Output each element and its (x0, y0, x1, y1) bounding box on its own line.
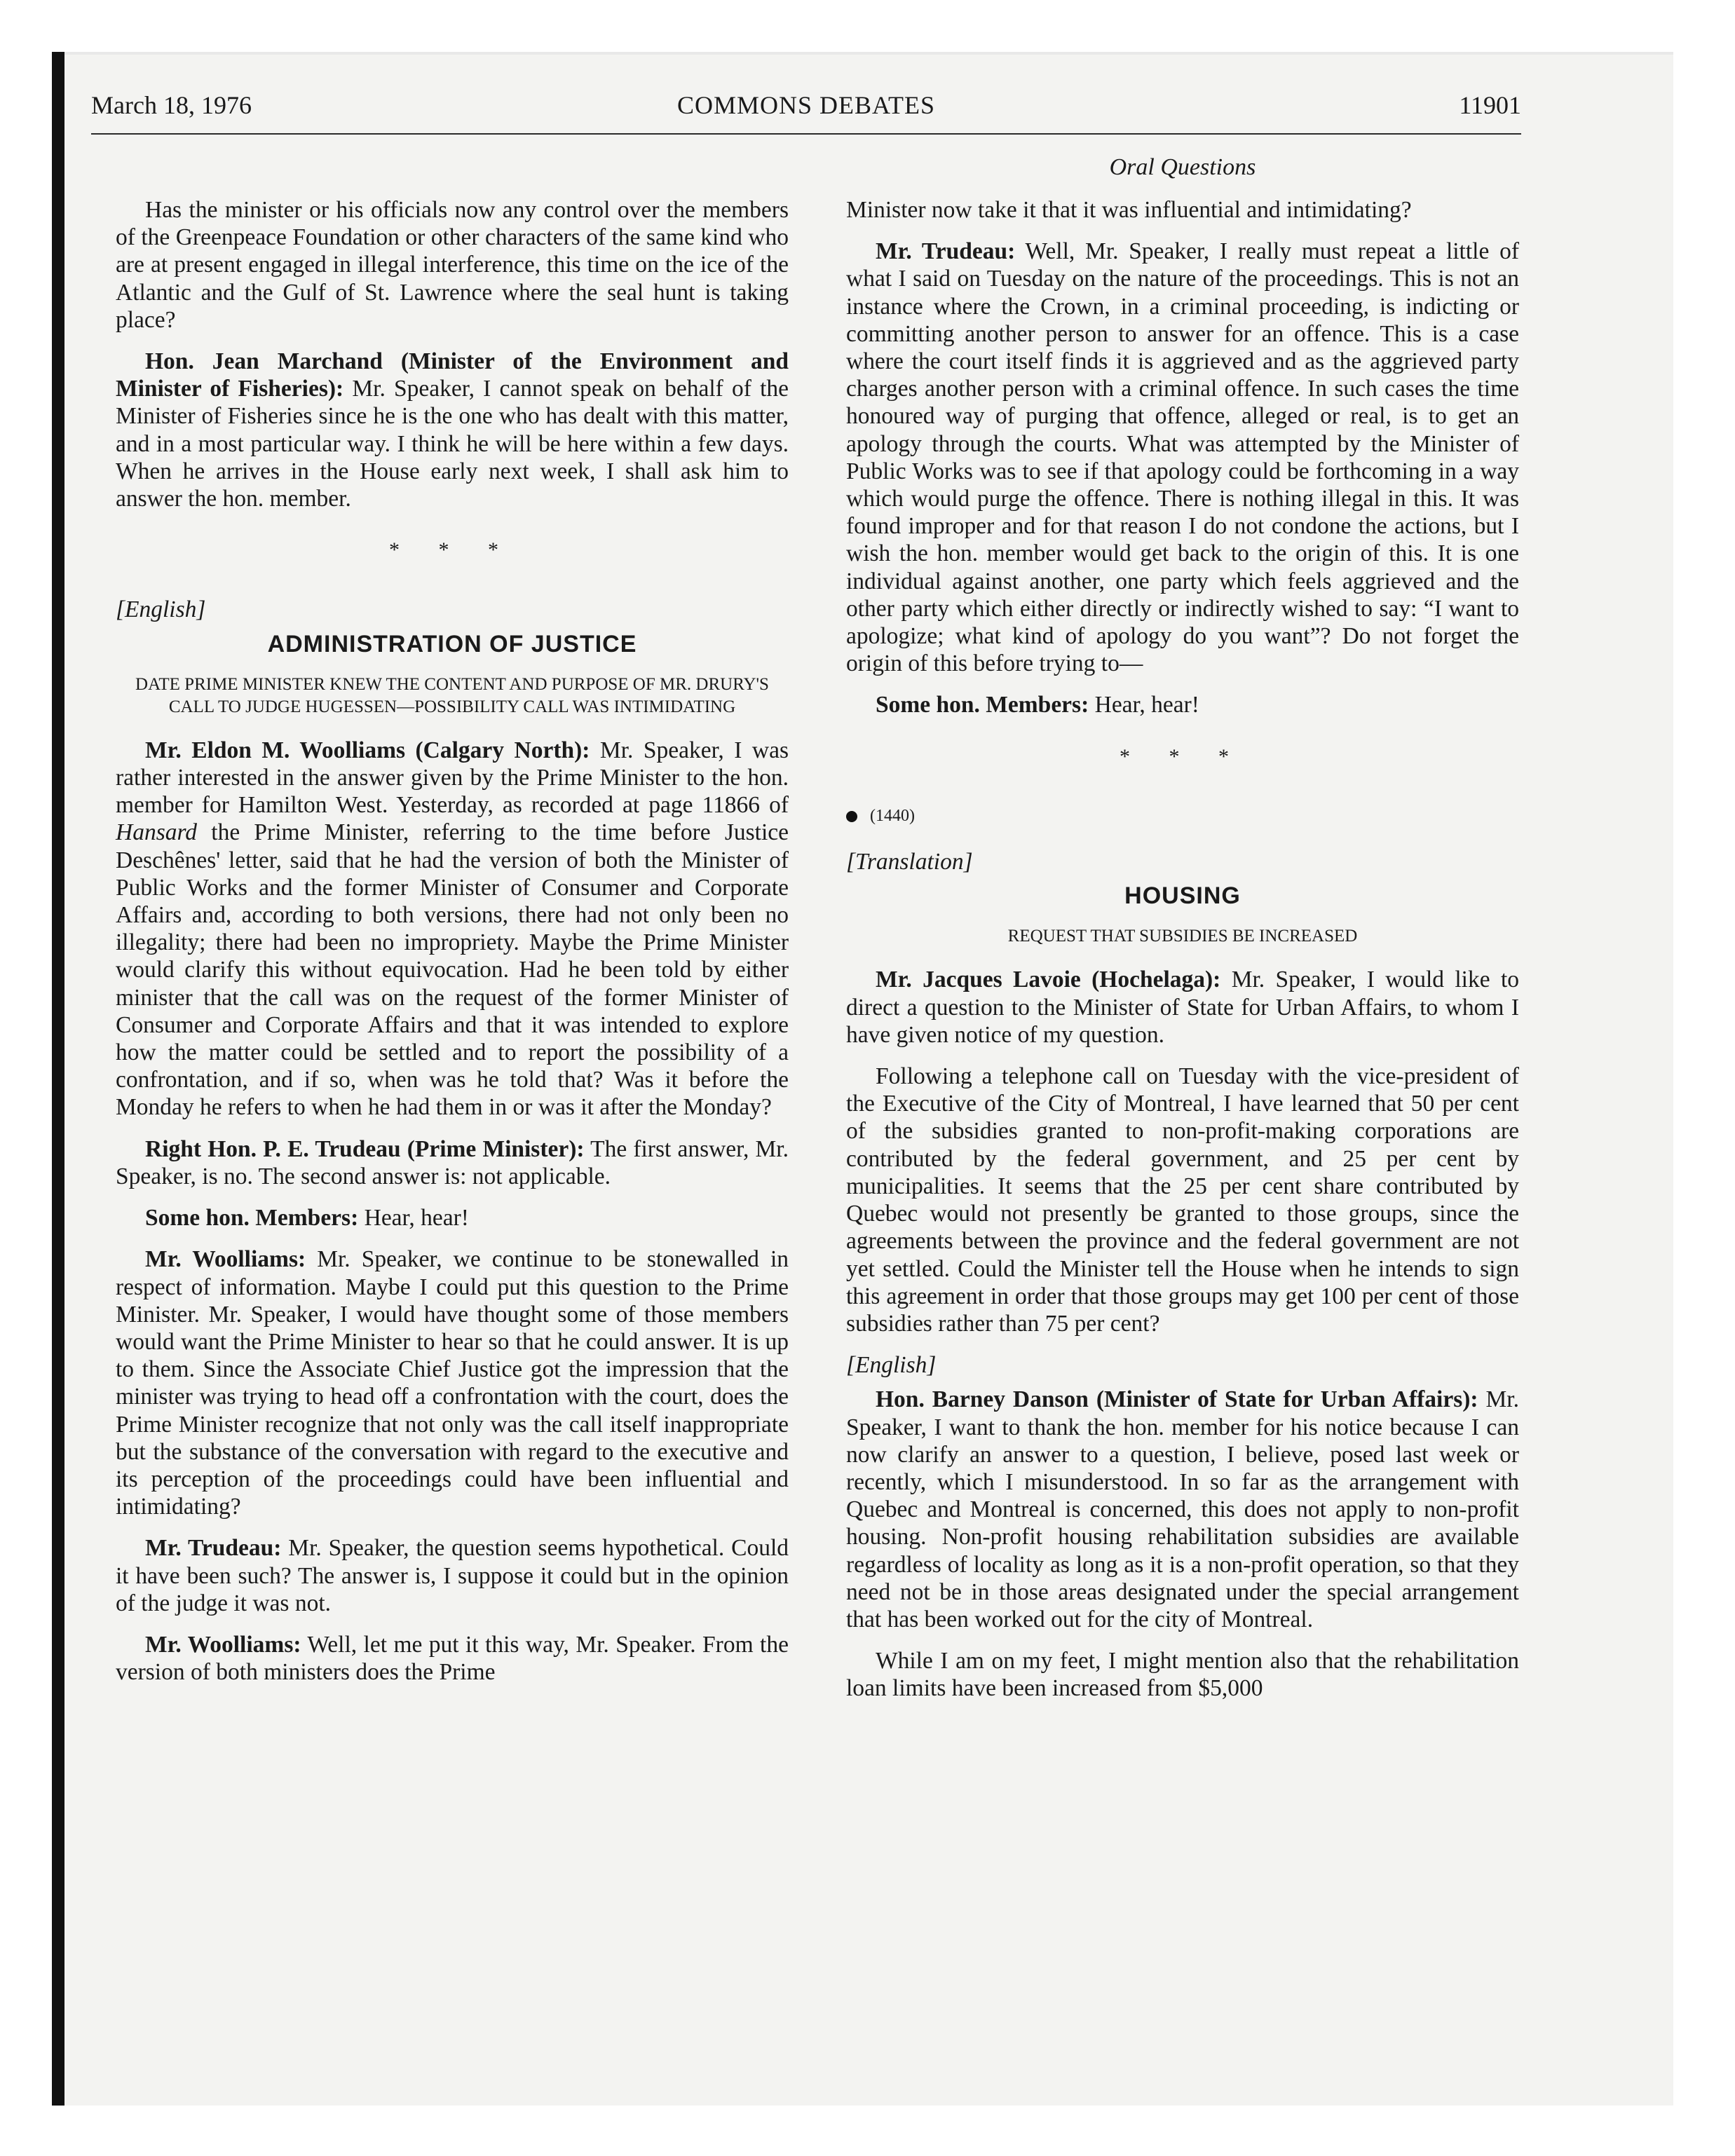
speaker-name: Mr. Eldon M. Woolliams (Calgary North): (145, 737, 590, 763)
paragraph (846, 966, 1519, 1049)
paragraph (116, 737, 789, 1121)
paragraph (846, 238, 1519, 677)
paragraph (116, 1246, 789, 1520)
speech-text: Mr. Speaker, I cannot speak on behalf of the Minister of Fisheries since he is the one who has dealt with this matter, and in a most particular way. I think he will be here within a few days. When he arrives in the House early next week, I shall ask him to answer the hon. member. (116, 376, 789, 512)
header-title: COMMONS DEBATES (676, 91, 936, 119)
paragraph: Following a telephone call on Tuesday with the vice-president of the Executive of the City of Montreal, I have learned that 50 per cent of the subsidies granted to non-profit-making corporations are contributed by the federal government, and 25 per cent by municipalities. It seems that the 25 per cent share contributed by Quebec would not presently be granted to those groups, since the agreements between the province and the federal government are not yet settled. Could the Minister tell the House when he intends to sign this agreement in order that those groups may get 100 per cent of those subsidies rather than 75 per cent? (846, 1063, 1519, 1337)
paragraph: Has the minister or his officials now any control over the members of the Greenpeace Foundation or other characters of the same kind who are at present engaged in illegal interference, this time on the ice of the Atlantic and the Gulf of St. Lawrence where the seal hunt is taking place? (116, 197, 789, 333)
paragraph (116, 1534, 789, 1617)
left-column (116, 196, 789, 1700)
italic-text: Hansard (116, 819, 198, 846)
language-marker: [English] (846, 1352, 937, 1379)
speaker-name: Mr. Woolliams: (145, 1631, 301, 1658)
timestamp-text: (1440) (870, 806, 915, 825)
right-column (846, 196, 1519, 1717)
speech-text: The first answer, Mr. Speaker, is no. The second answer is: not applicable. (116, 1135, 789, 1189)
speaker-name: Some hon. Members: (145, 1205, 359, 1231)
section-subheading: REQUEST THAT SUBSIDIES BE INCREASED (1007, 927, 1358, 946)
speaker-name: Mr. Trudeau: (876, 238, 1016, 265)
page-header (91, 84, 1521, 135)
bullet-dot-icon (846, 811, 857, 822)
paragraph: Minister now take it that it was influential and intimidating? (846, 197, 1412, 223)
section-heading: ADMINISTRATION OF JUSTICE (267, 630, 637, 657)
language-marker: [Translation] (846, 849, 973, 875)
paragraph (846, 1386, 1519, 1633)
speaker-name: Hon. Barney Danson (Minister of State for Urban Affairs): (876, 1386, 1478, 1413)
speaker-name: Hon. Jean Marchand (Minister of the Environment and Minister of Fisheries): (116, 348, 789, 402)
section-heading: HOUSING (1124, 882, 1241, 910)
speaker-name: Right Hon. P. E. Trudeau (Prime Minister): (145, 1135, 585, 1162)
language-marker: [English] (116, 596, 206, 623)
speech-text: Mr. Speaker, I want to thank the hon. member for his notice because I can now clarify an answer to a question, I believe, posed last week or recently, which I misunderstood. In so far as the arrangement with Quebec and Montreal is concerned, this does not apply to non-profit housing. Non-profit housing rehabilitation subsidies are available regardless of locality as long as it is a non-profit operation, so that they need not be in those areas designated under the special arrangement that has been worked out for the city of Montreal. (846, 1386, 1519, 1632)
speech-text: Hear, hear! (358, 1205, 469, 1231)
paragraph (116, 1631, 789, 1686)
scan-border-left (52, 52, 64, 2106)
speech-text: Well, Mr. Speaker, I really must repeat a little of what I said on Tuesday on the nature of the proceedings. This is not an instance where the Crown, in a criminal proceeding, is indicting or committing another person to answer for an offence. This is a case where the court itself finds it is aggrieved and as the aggrieved party charges another person with a criminal offence. In such cases the time honoured way of purging that offence, alleged or real, is to get an apology through the courts. What was attempted by the Minister of Public Works was to see if that apology could be forthcoming in a way which would purge the offence. There is nothing illegal in this. It was found improper and for that reason I do not condone the actions, but I wish the hon. member would get back to the origin of this. It is one individual against another, one party which feels aggrieved and the other party which either directly or indirectly wished to say: “I want to apologize; what kind of apology do you want”? Do not forget the origin of this before trying to— (846, 238, 1520, 677)
section-separator: * * * (1120, 744, 1246, 768)
header-page-number: 11901 (1459, 91, 1521, 119)
speaker-name: Mr. Trudeau: (145, 1535, 282, 1562)
speech-text: Hear, hear! (1089, 692, 1199, 718)
speaker-name: Mr. Jacques Lavoie (Hochelaga): (876, 967, 1221, 993)
section-subheading: DATE PRIME MINISTER KNEW THE CONTENT AND PURPOSE OF MR. DRURY'S CALL TO JUDGE HUGESSEN—POSSIBILITY CALL WAS INTIMIDATING (135, 674, 769, 716)
speech-text: Mr. Speaker, the question seems hypothetical. Could it have been such? The answer is, I suppose it could but in the opinion of the judge it was not. (116, 1535, 789, 1616)
running-head: Oral Questions (1109, 154, 1256, 180)
speaker-name: Some hon. Members: (876, 692, 1089, 718)
speech-text: Mr. Speaker, we continue to be stonewalled in respect of information. Maybe I could put this question to the Prime Minister. Mr. Speaker, I would have thought some of those members would want the Prime Minister to hear so that he could answer. It is up to them. Since the Associate Chief Justice got the impression that the minister was trying to head off a confrontation with the court, does the Prime Minister recognize that not only was the call itself inappropriate but the substance of the conversation with regard to the executive and its perception of the proceedings could have been influential and intimidating? (116, 1246, 789, 1520)
paragraph (116, 1204, 789, 1231)
speech-text: Well, let me put it this way, Mr. Speaker. From the version of both ministers does the Prime (116, 1631, 789, 1686)
paragraph (116, 348, 789, 512)
speaker-name: Mr. Woolliams: (145, 1246, 306, 1273)
timestamp (846, 803, 1519, 830)
paragraph: While I am on my feet, I might mention also that the rehabilitation loan limits have been increased from $5,000 (846, 1648, 1519, 1702)
header-date: March 18, 1976 (91, 91, 252, 119)
paragraph (116, 1135, 789, 1190)
paragraph (846, 691, 1519, 718)
speech-text: the Prime Minister, referring to the time before Justice Deschênes' letter, said that he had the version of both the Minister of Public Works and the former Minister of Consumer and Corporate Affairs and, according to both versions, there had not only been no illegality; there had been no impropriety. Maybe the Prime Minister would clarify this without equivocation. Had he been told by either minister that the call was on the request of the former Minister of Consumer and Corporate Affairs and that it was intended to explore how the matter could be settled and to report the possibility of a confrontation, and if so, when was he told that? Was it before the Monday he refers to when he had them in or was it after the Monday? (116, 819, 789, 1121)
speech-text: Mr. Speaker, I was rather interested in the answer given by the Prime Minister to the hon. member for Hamilton West. Yesterday, as recorded at page 11866 of (116, 737, 789, 819)
speech-text: Mr. Speaker, I would like to direct a question to the Minister of State for Urban Affairs, to whom I have given notice of my question. (846, 967, 1520, 1048)
section-separator: * * * (389, 538, 515, 562)
